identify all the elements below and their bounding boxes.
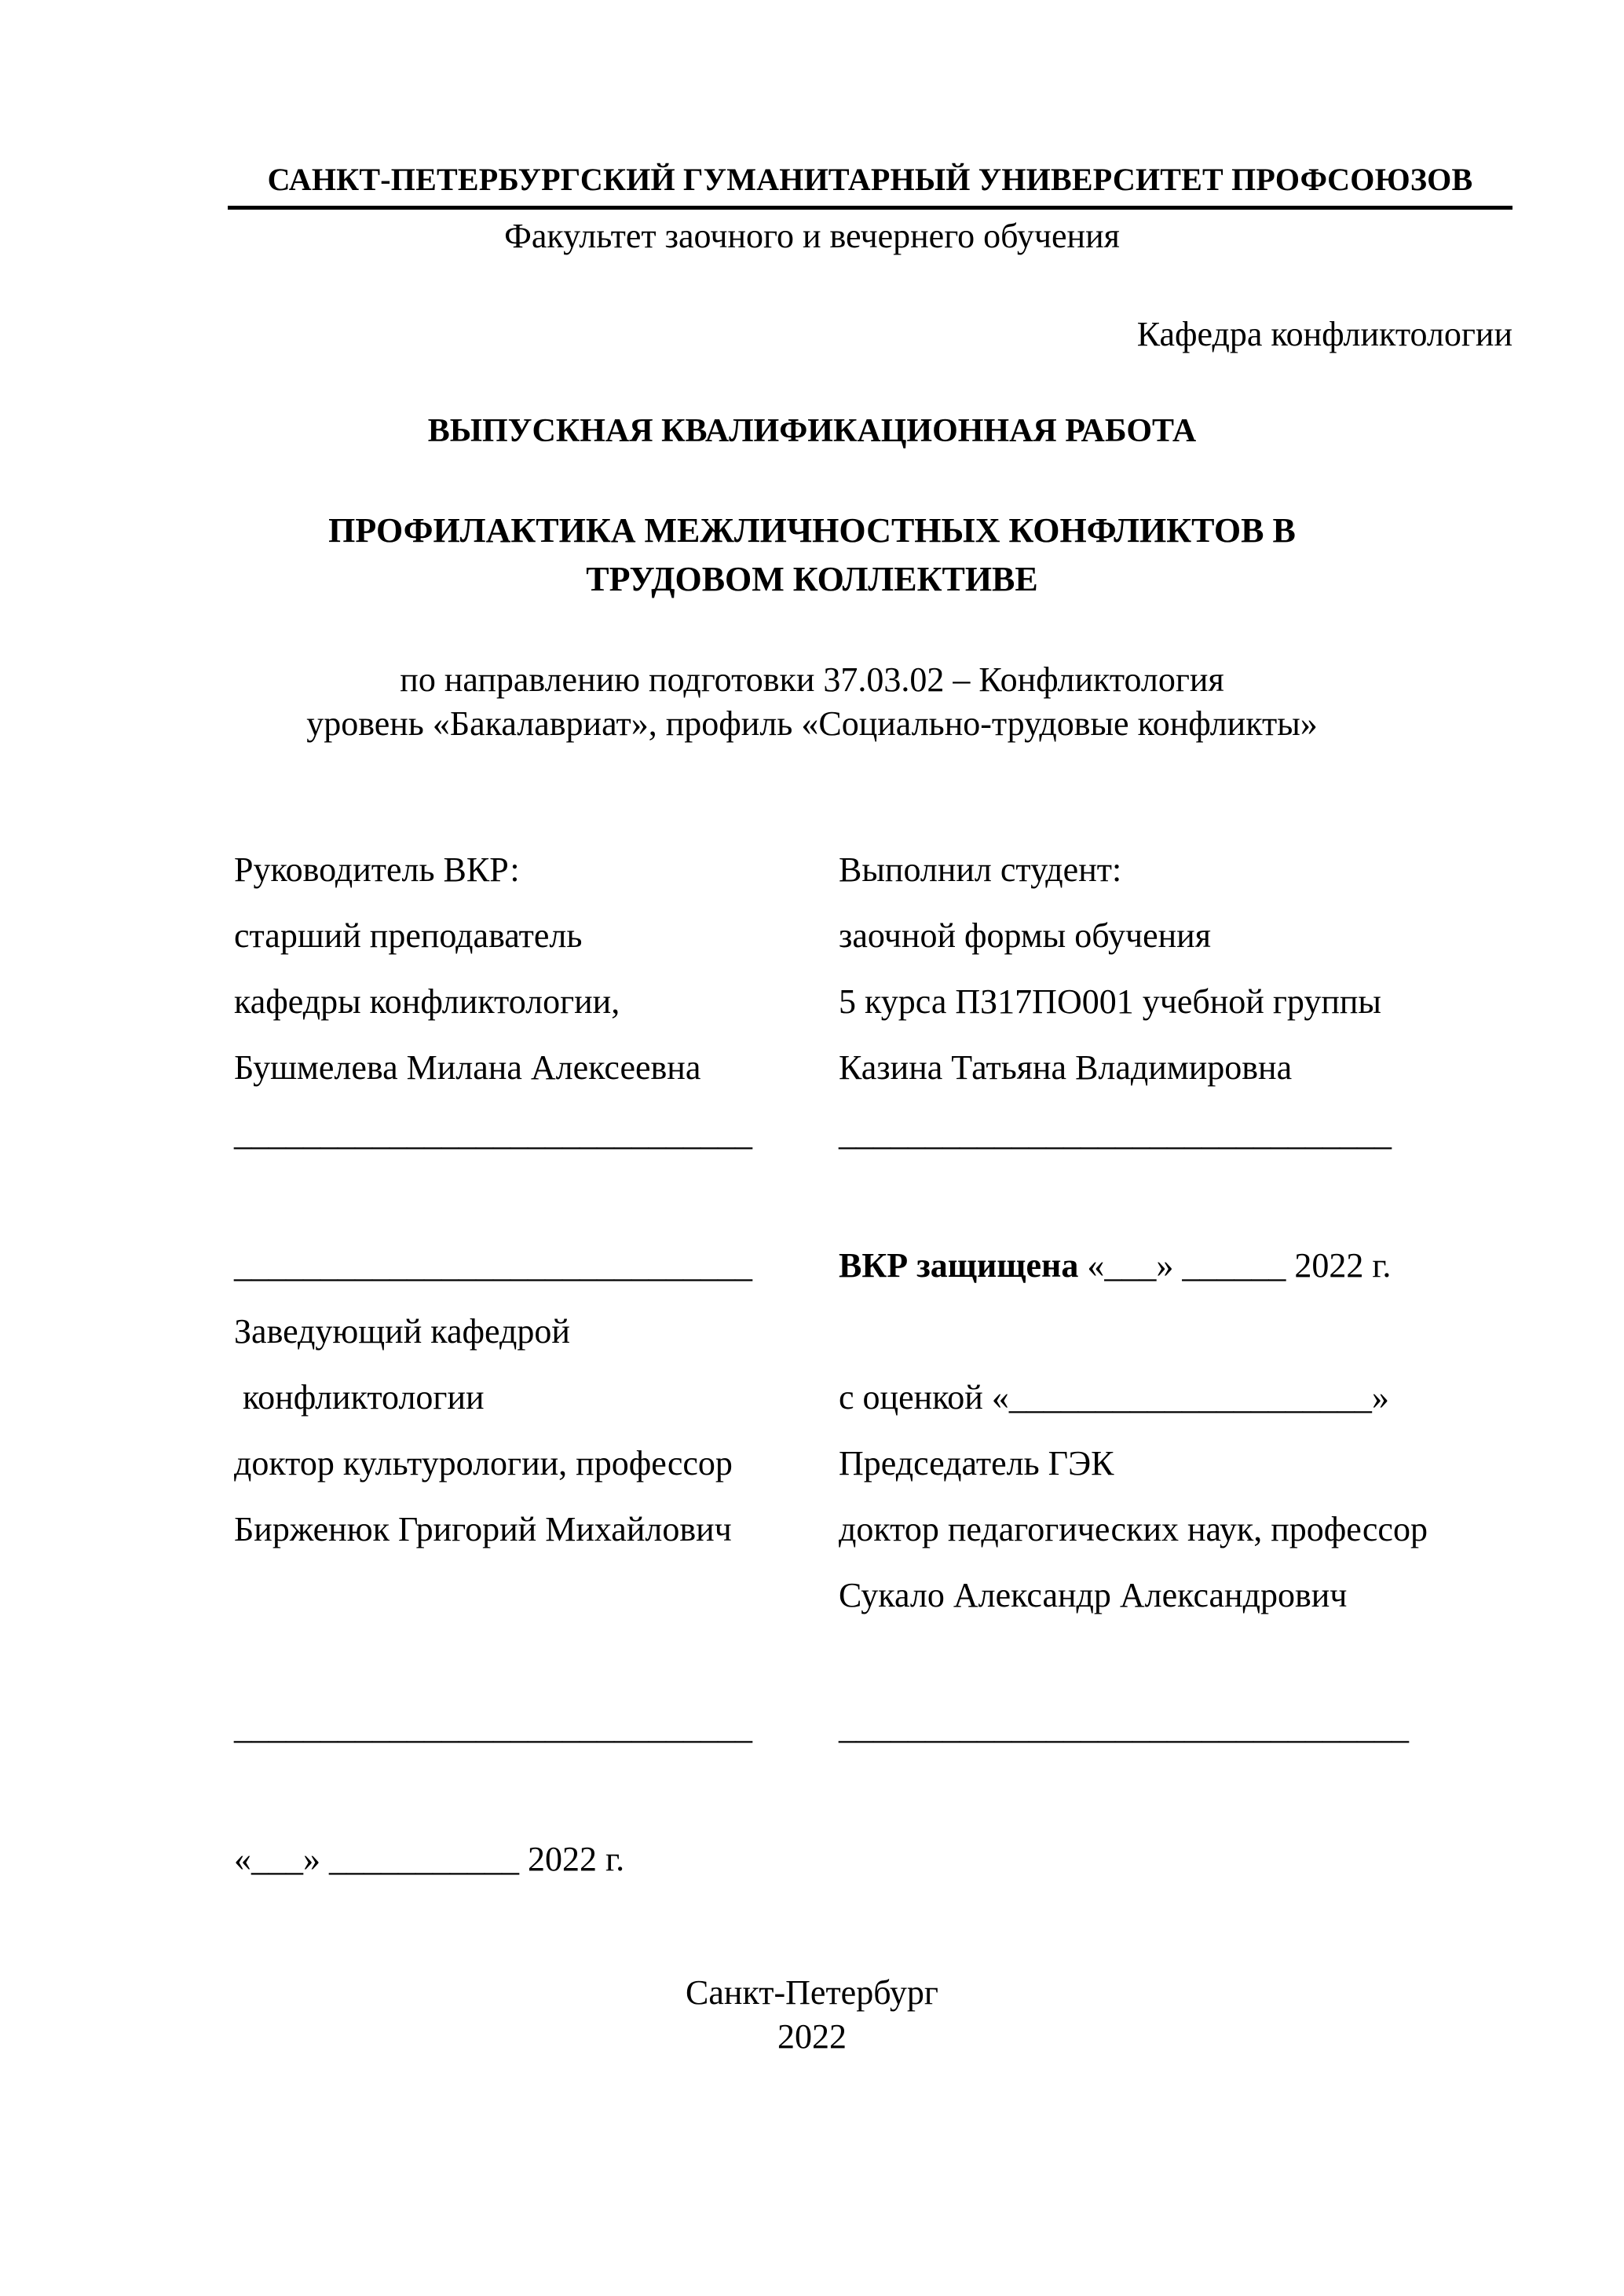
defense-grade-line[interactable]: с оценкой «_____________________» (839, 1378, 1389, 1417)
work-title (0, 506, 1624, 604)
supervisor-signature-line[interactable]: ______________________________ (234, 1114, 752, 1153)
direction-line-2: уровень «Бакалавриат», профиль «Социально-трудовые конфликты» (306, 704, 1318, 743)
head-signature-line-bottom[interactable]: ______________________________ (234, 1708, 752, 1746)
student-form: заочной формы обучения (839, 916, 1211, 955)
student-signature-line[interactable]: ________________________________ (839, 1114, 1392, 1153)
chair-degree: доктор педагогических наук, профессор (839, 1510, 1428, 1548)
faculty-name: Факультет заочного и вечернего обучения (504, 217, 1120, 255)
department-name: Кафедра конфликтологии (1136, 315, 1512, 353)
work-type: ВЫПУСКНАЯ КВАЛИФИКАЦИОННАЯ РАБОТА (427, 413, 1197, 449)
chair-signature-line[interactable]: _________________________________ (839, 1708, 1409, 1746)
work-title-line-1: ПРОФИЛАКТИКА МЕЖЛИЧНОСТНЫХ КОНФЛИКТОВ В (328, 511, 1296, 550)
defense-label: ВКР защищена (839, 1246, 1079, 1285)
approval-date-line[interactable]: «___» ___________ 2022 г. (234, 1840, 625, 1878)
supervisor-department: кафедры конфликтологии, (234, 982, 620, 1021)
supervisor-label: Руководитель ВКР: (234, 850, 520, 889)
head-signature-line-top[interactable]: ______________________________ (234, 1246, 752, 1285)
footer (0, 1971, 1624, 2059)
study-direction (0, 658, 1624, 746)
student-group: 5 курса ПЗ17ПО001 учебной группы (839, 982, 1381, 1021)
head-name: Бирженюк Григорий Михайлович (234, 1510, 732, 1548)
defense-date-line[interactable] (839, 1245, 1391, 1286)
university-name: САНКТ-ПЕТЕРБУРГСКИЙ ГУМАНИТАРНЫЙ УНИВЕРСИТЕТ ПРОФСОЮЗОВ (267, 162, 1473, 197)
direction-line-1: по направлению подготовки 37.03.02 – Конфликтология (400, 660, 1224, 699)
supervisor-name: Бушмелева Милана Алексеевна (234, 1048, 701, 1087)
city: Санкт-Петербург (686, 1973, 938, 2012)
head-label: Заведующий кафедрой (234, 1312, 570, 1351)
student-label: Выполнил студент: (839, 850, 1122, 889)
work-title-line-2: ТРУДОВОМ КОЛЛЕКТИВЕ (586, 560, 1038, 598)
student-name: Казина Татьяна Владимировна (839, 1048, 1293, 1087)
year: 2022 (777, 2017, 847, 2056)
chair-label: Председатель ГЭК (839, 1444, 1114, 1483)
supervisor-position: старший преподаватель (234, 916, 583, 955)
header-rule (228, 206, 1512, 210)
head-department: конфликтологии (234, 1378, 485, 1417)
head-degree: доктор культурологии, профессор (234, 1444, 733, 1483)
chair-name: Сукало Александр Александрович (839, 1576, 1348, 1614)
defense-date[interactable]: «___» ______ 2022 г. (1078, 1246, 1392, 1285)
